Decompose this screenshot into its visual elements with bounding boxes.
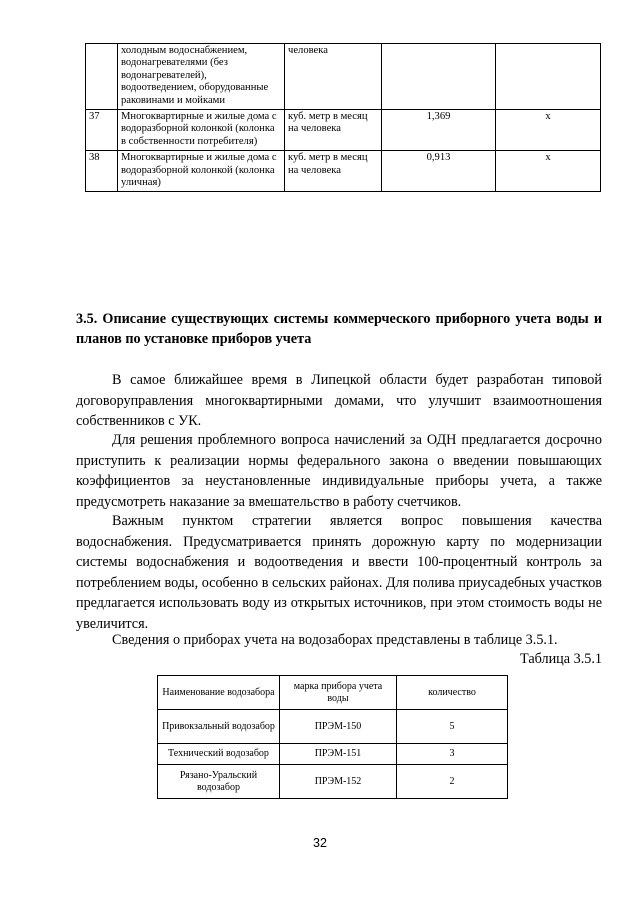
table-row: [86, 151, 601, 192]
intake-name: Привокзальный водозабор: [158, 710, 280, 744]
row-number: 37: [86, 110, 118, 151]
table-row: [86, 44, 601, 110]
row-number: [86, 44, 118, 110]
meter-model: ПРЭМ-152: [280, 765, 397, 799]
meter-model: ПРЭМ-151: [280, 744, 397, 765]
table-header-row: [158, 676, 508, 710]
page-number: 32: [313, 836, 327, 850]
consumer-category: холодным водоснабжением, водонагревателями (без водонагревателей), водоотведением, оборудованные раковинами и мойками: [118, 44, 285, 110]
column-header: количество: [397, 676, 508, 710]
extra-value: х: [496, 110, 601, 151]
paragraph: В самое ближайшее время в Липецкой области будет разработан типовой договоруправления многоквартирными домами, что улучшит взаимоотношения собственников с УК.: [76, 372, 602, 429]
table-row: [158, 744, 508, 765]
column-header: Наименование водозабора: [158, 676, 280, 710]
table-row: [158, 710, 508, 744]
consumer-category: Многоквартирные и жилые дома с водоразборной колонкой (колонка в собственности потребителя): [118, 110, 285, 151]
table-caption: Таблица 3.5.1: [520, 651, 602, 667]
intake-name: Технический водозабор: [158, 744, 280, 765]
norm-value: 0,913: [382, 151, 496, 192]
meter-table: [157, 675, 508, 799]
paragraph: Для решения проблемного вопроса начислений за ОДН предлагается досрочно приступить к реализации нормы федерального закона о введении повышающих коэффициентов за неустановленные индивидуальные приборы учета, а также предусмотреть наказание за вмешательство в работу счетчиков.: [76, 432, 602, 510]
unit: куб. метр в месяц на человека: [285, 151, 382, 192]
extra-value: [496, 44, 601, 110]
meter-count: 2: [397, 765, 508, 799]
consumer-category: Многоквартирные и жилые дома с водоразборной колонкой (колонка уличная): [118, 151, 285, 192]
norm-value: [382, 44, 496, 110]
meter-model: ПРЭМ-150: [280, 710, 397, 744]
meter-count: 5: [397, 710, 508, 744]
row-number: 38: [86, 151, 118, 192]
section-heading: 3.5. Описание существующих системы коммерческого приборного учета воды и планов по установке приборов учета: [76, 311, 602, 347]
table-row: [86, 110, 601, 151]
unit: куб. метр в месяц на человека: [285, 110, 382, 151]
unit: человека: [285, 44, 382, 110]
extra-value: х: [496, 151, 601, 192]
paragraph: Важным пунктом стратегии является вопрос повышения качества водоснабжения. Предусматривается принять дорожную карту по модернизации системы водоснабжения и водоотведения и ввести 100-процентный контроль за потреблением воды, особенно в сельских районах. Для полива приусадебных участков предлагается использовать воду из открытых источников, при этом стоимость воды не увеличится.: [76, 513, 602, 632]
column-header: марка прибора учета воды: [280, 676, 397, 710]
paragraph: Сведения о приборах учета на водозаборах представлены в таблице 3.5.1.: [112, 632, 558, 648]
meter-count: 3: [397, 744, 508, 765]
norms-table-continuation: [85, 43, 601, 192]
norm-value: 1,369: [382, 110, 496, 151]
table-row: [158, 765, 508, 799]
intake-name: Рязано-Уральский водозабор: [158, 765, 280, 799]
